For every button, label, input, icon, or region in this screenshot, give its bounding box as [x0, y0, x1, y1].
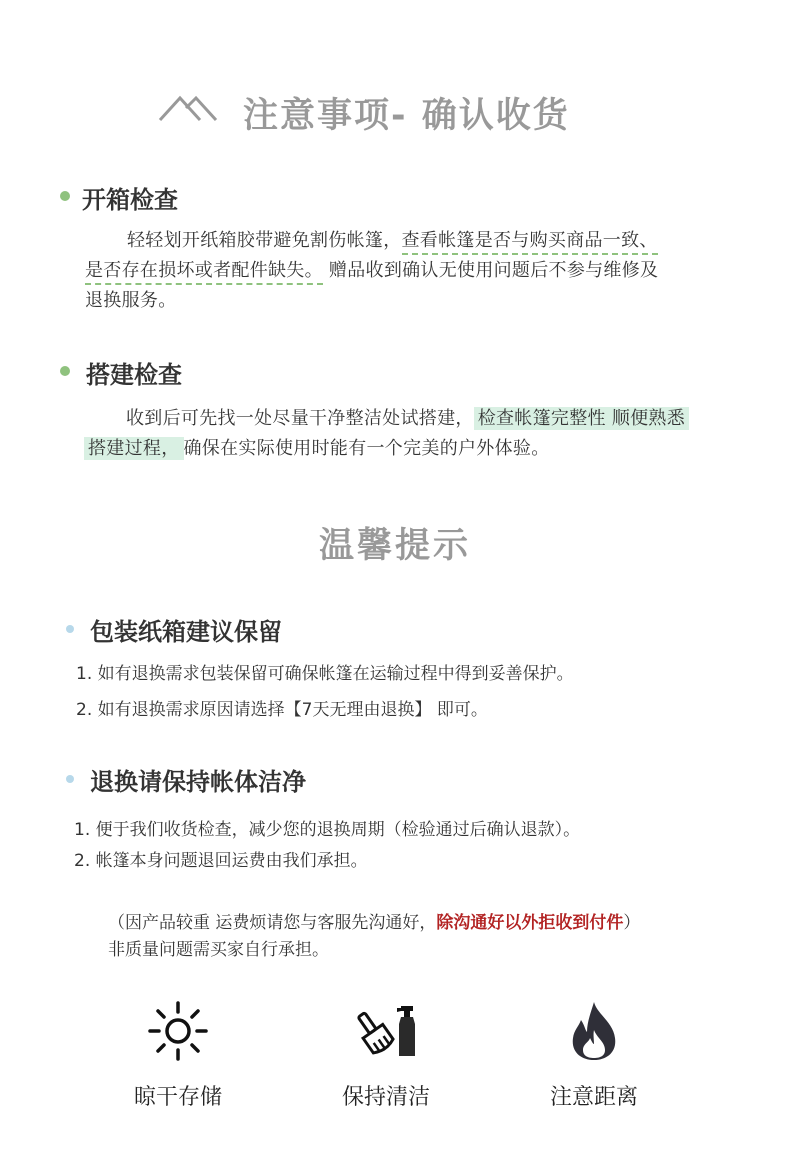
list-item: 1. 如有退换需求包装保留可确保帐篷在运输过程中得到妥善保护。 [76, 664, 574, 684]
care-item-clean [316, 1000, 456, 1111]
care-item-dry [108, 1000, 248, 1111]
section-bullet [66, 625, 74, 633]
unbox-text-1a: 轻轻划开纸箱胶带避免割伤帐篷， [127, 230, 402, 251]
shipping-note-line-1 [108, 908, 640, 933]
unbox-title: 开箱检查 [82, 186, 178, 214]
warm-tips-title: 温馨提示 [318, 526, 471, 566]
brush-spray-icon [351, 1000, 421, 1062]
shipping-note-close: ） [623, 913, 641, 933]
shipping-note-text: （因产品较重 运费烦请您与客服先沟通好， [108, 913, 437, 933]
section-bullet [60, 366, 70, 376]
care-label: 晾干存储 [133, 1085, 222, 1110]
mountain-outline-icon [158, 92, 218, 124]
list-item: 2. 如有退换需求原因请选择【7天无理由退换】 即可。 [76, 700, 488, 720]
clean-title: 退换请保持帐体洁净 [90, 768, 306, 796]
page-title: 注意事项- 确认收货 [243, 96, 570, 136]
list-item: 2. 帐篷本身问题退回运费由我们承担。 [74, 851, 368, 871]
setup-text-2a: 搭建过程， [84, 437, 184, 460]
setup-title: 搭建检查 [86, 361, 182, 389]
care-label: 保持清洁 [341, 1085, 430, 1110]
unbox-text-2a: 是否存在损坏或者配件缺失。 [85, 260, 323, 285]
list-item: 1. 便于我们收货检查，减少您的退换周期（检验通过后确认退款）。 [74, 820, 581, 840]
fire-icon [567, 1000, 621, 1062]
setup-text-1b: 检查帐篷完整性 顺便熟悉 [474, 407, 689, 430]
setup-text-1a: 收到后可先找一处尽量干净整洁处试搭建， [126, 408, 474, 429]
care-label: 注意距离 [549, 1085, 638, 1110]
shipping-note-line-2: 非质量问题需买家自行承担。 [108, 940, 329, 960]
unbox-paragraph [85, 226, 658, 316]
section-bullet [60, 191, 70, 201]
section-bullet [66, 775, 74, 783]
keep-box-title: 包装纸箱建议保留 [90, 618, 282, 646]
shipping-note-warning: 除沟通好以外拒收到付件 [436, 913, 624, 933]
unbox-text-2b: 赠品收到确认无使用问题后不参与维修及 [322, 260, 659, 281]
setup-text-2b: 确保在实际使用时能有一个完美的户外体验。 [183, 438, 550, 459]
unbox-text-3: 退换服务。 [85, 290, 177, 311]
care-item-distance [524, 1000, 664, 1111]
setup-paragraph [84, 404, 689, 464]
unbox-text-1b: 查看帐篷是否与购买商品一致、 [402, 230, 658, 255]
sun-icon [147, 1000, 209, 1062]
